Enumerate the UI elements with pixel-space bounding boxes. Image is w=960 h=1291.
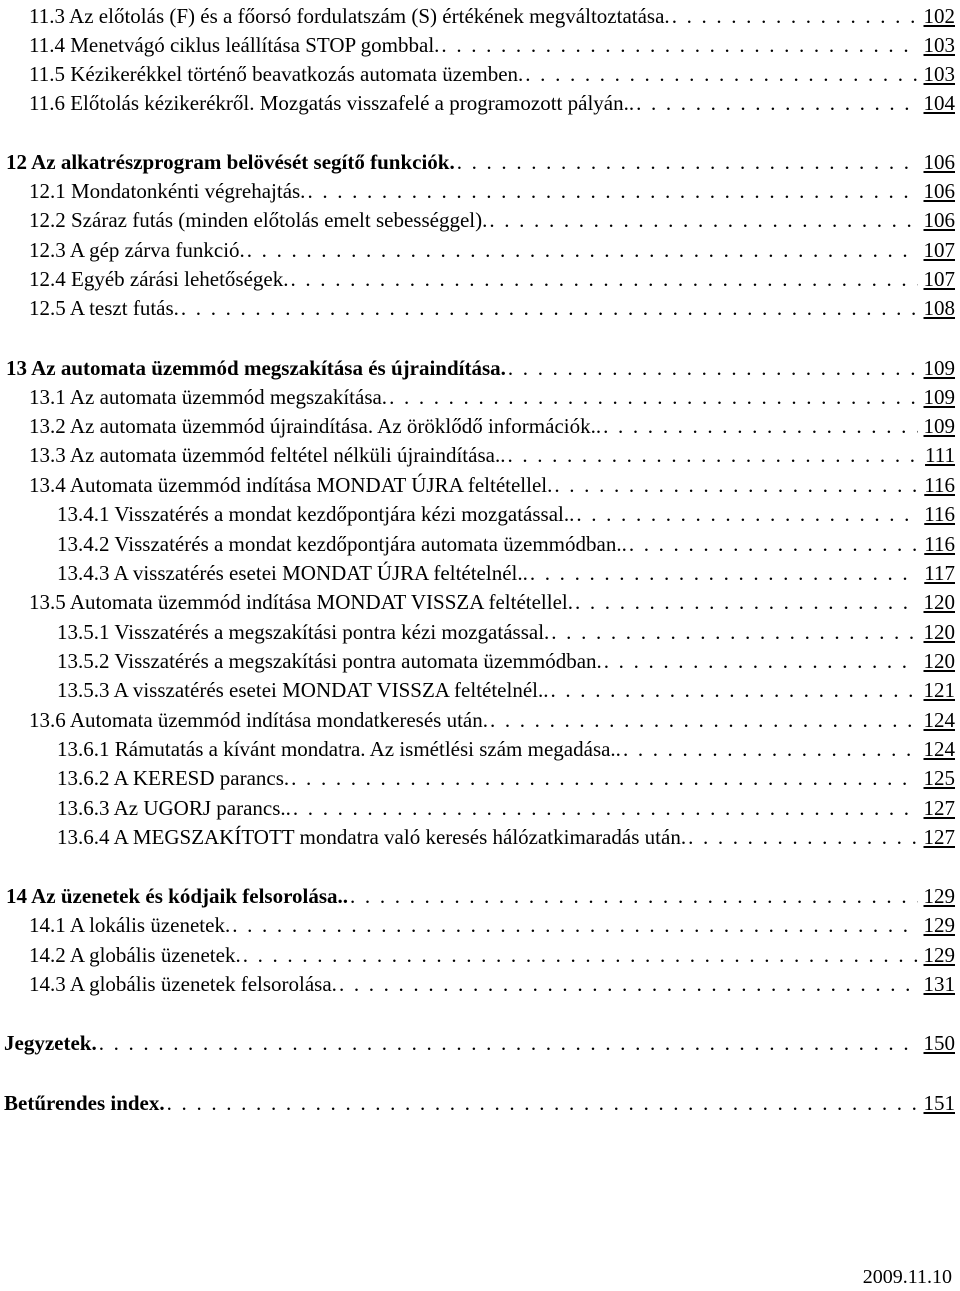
dot-leader (247, 236, 918, 264)
toc-entry-title: 12.4 Egyéb zárási lehetőségek. (29, 267, 289, 291)
dot-leader (339, 970, 918, 998)
dot-leader (525, 60, 917, 88)
toc-entry[interactable] (0, 1029, 955, 1057)
toc-entry-title: 12.3 A gép zárva funkció. (29, 238, 245, 262)
toc-page-link[interactable]: 104 (923, 91, 955, 115)
dot-leader (629, 530, 918, 558)
toc-entry-title: 13.5.2 Visszatérés a megszakítási pontra automata üzemmódban. (57, 649, 602, 673)
toc-entry-title: 13.4 Automata üzemmód indítása MONDAT ÚJRA feltétellel. (29, 473, 553, 497)
toc-entry[interactable] (0, 882, 955, 910)
dot-leader (293, 794, 918, 822)
toc-entry-title: 13.5.3 A visszatérés esetei MONDAT VISSZA feltételnél.. (57, 678, 549, 702)
toc-entry[interactable] (0, 265, 955, 293)
toc-page-link[interactable]: 124 (923, 737, 955, 761)
toc-page-link[interactable]: 116 (924, 502, 955, 526)
toc-entry[interactable] (0, 31, 955, 59)
toc-entry[interactable] (0, 236, 955, 264)
toc-page-link[interactable]: 121 (923, 678, 955, 702)
toc-entry-title: 13.4.1 Visszatérés a mondat kezdőpontjára kézi mozgatással.. (57, 502, 575, 526)
toc-entry[interactable] (0, 60, 955, 88)
toc-entry[interactable] (0, 823, 955, 851)
dot-leader (636, 89, 917, 117)
toc-page-link[interactable]: 109 (923, 356, 955, 380)
toc-entry-title: 13.5.1 Visszatérés a megszakítási pontra kézi mozgatással. (57, 620, 550, 644)
dot-leader (551, 618, 917, 646)
toc-entry-title: 14.2 A globális üzenetek. (29, 943, 241, 967)
toc-entry[interactable] (0, 471, 955, 499)
footer-date: 2009.11.10 (862, 1266, 952, 1288)
toc-page-link[interactable]: 129 (923, 943, 955, 967)
dot-leader (575, 588, 918, 616)
toc-entry[interactable] (0, 206, 955, 234)
toc-page-link[interactable]: 124 (923, 708, 955, 732)
toc-page-link[interactable]: 109 (923, 385, 955, 409)
toc-entry-title: 13.6.2 A KERESD parancs. (57, 766, 290, 790)
toc-entry[interactable] (0, 941, 955, 969)
toc-entry-title: 13.4.3 A visszatérés esetei MONDAT ÚJRA feltételnél.. (57, 561, 528, 585)
toc-entry[interactable] (0, 148, 955, 176)
toc-entry-title: 11.6 Előtolás kézikerékről. Mozgatás visszafelé a programozott pályán.. (29, 91, 635, 115)
toc-entry-title: 13.4.2 Visszatérés a mondat kezdőpontjára automata üzemmódban.. (57, 532, 627, 556)
toc-page-link[interactable]: 107 (923, 267, 955, 291)
dot-leader (688, 823, 917, 851)
toc-page-link[interactable]: 129 (923, 884, 955, 908)
toc-page-link[interactable]: 103 (923, 62, 955, 86)
dot-leader (490, 706, 918, 734)
dot-leader (99, 1029, 918, 1057)
toc-entry[interactable] (0, 383, 955, 411)
toc-entry-title: 13.6.1 Rámutatás a kívánt mondatra. Az ismétlési szám megadása.. (57, 737, 621, 761)
toc-entry[interactable] (0, 500, 955, 528)
toc-entry[interactable] (0, 970, 955, 998)
toc-entry[interactable] (0, 647, 955, 675)
toc-page-link[interactable]: 129 (923, 913, 955, 937)
toc-entry-title: 13.2 Az automata üzemmód újraindítása. Az öröklődő információk.. (29, 414, 602, 438)
toc-entry-title: Betűrendes index. (4, 1091, 165, 1115)
toc-entry-title: 13.3 Az automata üzemmód feltétel nélküli újraindítása.. (29, 443, 506, 467)
toc-page-link[interactable]: 127 (923, 796, 955, 820)
toc-entry[interactable] (0, 676, 955, 704)
toc-page-link[interactable]: 125 (923, 766, 955, 790)
dot-leader (389, 383, 917, 411)
toc-page-link[interactable]: 116 (924, 532, 955, 556)
toc-page-link[interactable]: 106 (923, 150, 955, 174)
dot-leader (554, 471, 918, 499)
toc-entry[interactable] (0, 735, 955, 763)
toc-entry-title: 12.2 Száraz futás (minden előtolás emelt sebességgel). (29, 208, 488, 232)
dot-leader (623, 735, 918, 763)
toc-entry[interactable] (0, 706, 955, 734)
toc-entry-title: 13.5 Automata üzemmód indítása MONDAT VISSZA feltétellel. (29, 590, 573, 614)
toc-page-link[interactable]: 103 (923, 33, 955, 57)
toc-entry-title: 13 Az automata üzemmód megszakítása és újraindítása. (6, 356, 506, 380)
toc-entry-title: 13.6.4 A MEGSZAKÍTOTT mondatra való keresés hálózatkimaradás után. (57, 825, 687, 849)
dot-leader (232, 911, 917, 939)
dot-leader (181, 294, 918, 322)
toc-entry[interactable] (0, 1089, 955, 1117)
toc-entry[interactable] (0, 530, 955, 558)
toc-page-link[interactable]: 150 (923, 1031, 955, 1055)
toc-page-link[interactable]: 102 (923, 4, 955, 28)
toc-entry[interactable] (0, 618, 955, 646)
dot-leader (507, 441, 919, 469)
toc-entry[interactable] (0, 559, 955, 587)
toc-page-link[interactable]: 120 (923, 590, 955, 614)
toc-page-link[interactable]: 109 (923, 414, 955, 438)
toc-entry[interactable] (0, 794, 955, 822)
toc-entry[interactable] (0, 588, 955, 616)
dot-leader (576, 500, 918, 528)
dot-leader (530, 559, 918, 587)
toc-entry[interactable] (0, 354, 955, 382)
dot-leader (243, 941, 918, 969)
toc-entry[interactable] (0, 2, 955, 30)
toc-entry[interactable] (0, 89, 955, 117)
toc-page-link[interactable]: 127 (923, 825, 955, 849)
toc-page-link[interactable]: 107 (923, 238, 955, 262)
toc-page-link[interactable]: 106 (923, 208, 955, 232)
toc-entry[interactable] (0, 177, 955, 205)
toc-page-link[interactable]: 108 (923, 296, 955, 320)
toc-entry-title: 14 Az üzenetek és kódjaik felsorolása.. (6, 884, 349, 908)
toc-page-link[interactable]: 106 (923, 179, 955, 203)
dot-leader (167, 1089, 918, 1117)
toc-entry[interactable] (0, 764, 955, 792)
toc-entry-title: 13.1 Az automata üzemmód megszakítása. (29, 385, 388, 409)
toc-entry-title: 11.3 Az előtolás (F) és a főorsó fordulatszám (S) értékének megváltoztatása. (29, 4, 670, 28)
dot-leader (551, 676, 918, 704)
toc-entry-title: 12.5 A teszt futás. (29, 296, 179, 320)
toc-entry-title: 13.6.3 Az UGORJ parancs.. (57, 796, 291, 820)
toc-page-link[interactable]: 131 (923, 972, 955, 996)
toc-page-link[interactable]: 151 (923, 1091, 955, 1115)
toc-entry-title: 12.1 Mondatonkénti végrehajtás. (29, 179, 306, 203)
toc-page-link[interactable]: 116 (924, 473, 955, 497)
toc-entry-title: 11.4 Menetvágó ciklus leállítása STOP gombbal. (29, 33, 440, 57)
dot-leader (457, 148, 918, 176)
toc-entry-title: 12 Az alkatrészprogram belövését segítő funkciók. (6, 150, 455, 174)
toc-entry-title: 11.5 Kézikerékkel történő beavatkozás automata üzemben. (29, 62, 524, 86)
toc-page-link[interactable]: 120 (923, 649, 955, 673)
toc-entry-title: 14.3 A globális üzenetek felsorolása. (29, 972, 337, 996)
toc-entry[interactable] (0, 294, 955, 322)
toc-entry-title: 14.1 A lokális üzenetek. (29, 913, 231, 937)
dot-leader (291, 764, 917, 792)
dot-leader (603, 412, 917, 440)
dot-leader (441, 31, 917, 59)
toc-entry-title: Jegyzetek. (4, 1031, 97, 1055)
toc-page-link[interactable]: 120 (923, 620, 955, 644)
toc-entry[interactable] (0, 441, 955, 469)
toc-page-link[interactable]: 111 (925, 443, 955, 467)
toc-entry[interactable] (0, 412, 955, 440)
dot-leader (350, 882, 917, 910)
toc-entry[interactable] (0, 911, 955, 939)
toc-entry-title: 13.6 Automata üzemmód indítása mondatkeresés után. (29, 708, 488, 732)
dot-leader (291, 265, 918, 293)
dot-leader (489, 206, 917, 234)
dot-leader (604, 647, 918, 675)
toc-page-link[interactable]: 117 (924, 561, 955, 585)
dot-leader (672, 2, 918, 30)
dot-leader (307, 177, 917, 205)
dot-leader (508, 354, 918, 382)
